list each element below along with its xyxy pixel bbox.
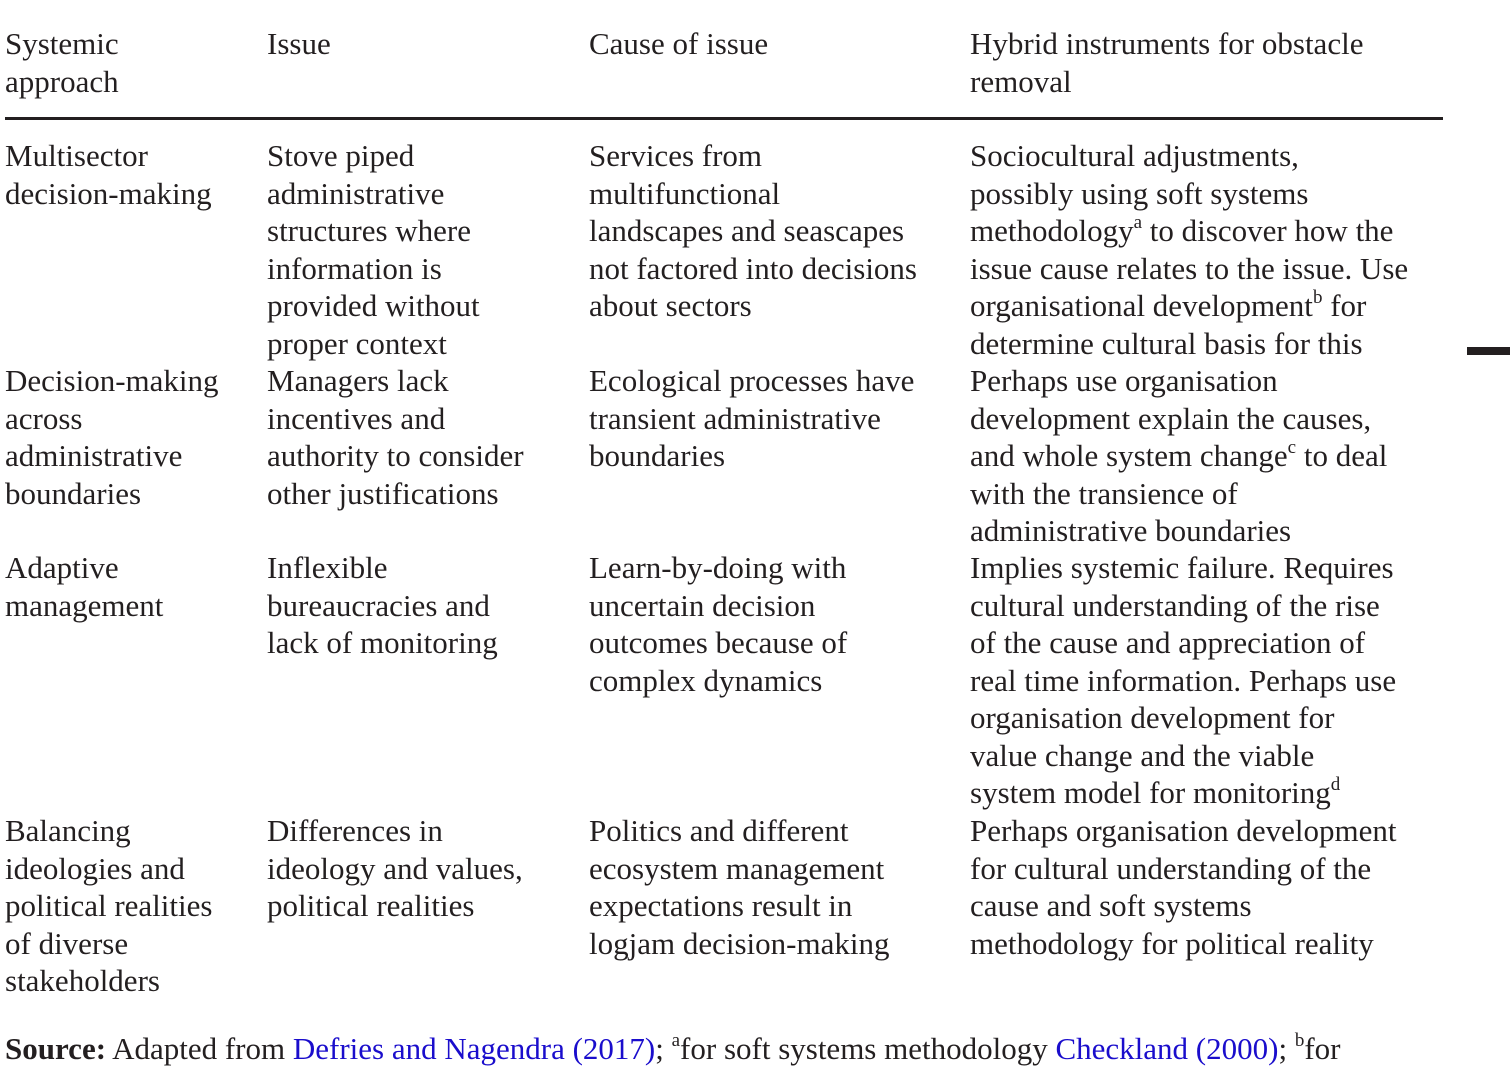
cell-line: value change and the viable — [970, 737, 1315, 773]
cell-line: logjam decision-making — [589, 925, 890, 961]
cell-line: Learn-by-doing with — [589, 550, 847, 585]
cell-line: uncertain decision — [589, 587, 816, 623]
header-line: removal — [970, 63, 1072, 99]
source-text: Adapted from — [106, 1031, 293, 1066]
source-note — [5, 1030, 1340, 1068]
footnote-marker-a: a — [671, 1029, 681, 1051]
cell-line: complex dynamics — [589, 662, 823, 698]
cell-cause-of-issue — [589, 362, 959, 475]
cell-hybrid-instruments — [970, 362, 1445, 550]
footnote-marker: c — [1287, 436, 1297, 458]
cell-line: across — [5, 400, 83, 436]
cell-line: system model for monitoring$^d$ — [970, 773, 1341, 810]
citation-link-defries[interactable]: Defries and Nagendra (2017) — [292, 1031, 656, 1066]
cell-line: multifunctional — [589, 175, 781, 211]
source-label: Source: — [5, 1031, 107, 1066]
cell-line: landscapes and seascapes — [589, 213, 905, 248]
cell-line: determine cultural basis for this — [970, 325, 1363, 361]
cell-line: real time information. Perhaps use — [970, 662, 1397, 698]
cell-cause-of-issue — [589, 812, 959, 962]
cell-line: for cultural understanding of the — [970, 850, 1372, 886]
header-line: Cause of issue — [589, 26, 769, 61]
cell-line: lack of monitoring — [267, 625, 498, 660]
header-line: Issue — [267, 26, 331, 61]
cell-systemic-approach — [5, 137, 255, 212]
table-header — [5, 25, 1445, 107]
source-text-ssm: for soft systems methodology — [680, 1031, 1056, 1066]
cell-line: proper context — [267, 325, 447, 361]
cell-line: transient administrative — [589, 400, 881, 436]
cell-line: Perhaps use organisation — [970, 363, 1278, 398]
footnote-marker: b — [1312, 286, 1323, 308]
header-cause-of-issue — [589, 25, 959, 107]
cell-line: Balancing — [5, 813, 131, 848]
source-separator: ; — [1278, 1031, 1295, 1066]
cell-line: Politics and different — [589, 813, 849, 848]
cell-line: with the transience of — [970, 475, 1238, 511]
cell-line: organisation development for — [970, 700, 1335, 735]
cell-line: other justifications — [267, 475, 499, 511]
cell-systemic-approach — [5, 549, 255, 624]
cell-line: Stove piped — [267, 138, 415, 173]
cell-line: possibly using soft systems — [970, 175, 1309, 211]
cell-line: expectations result in — [589, 888, 853, 923]
cell-line: Sociocultural adjustments, — [970, 138, 1299, 173]
header-line: approach — [5, 63, 119, 99]
cell-line: structures where — [267, 213, 471, 248]
cell-line: political realities — [5, 888, 213, 923]
header-line: Systemic — [5, 26, 119, 61]
header-hybrid-instruments — [970, 25, 1445, 107]
cell-line: Implies systemic failure. Requires — [970, 550, 1394, 585]
cell-line: bureaucracies and — [267, 587, 490, 623]
cell-line: methodology for political reality — [970, 925, 1374, 961]
cell-line: boundaries — [5, 475, 142, 511]
footnote-marker-b: b — [1294, 1029, 1305, 1051]
cell-line: decision-making — [5, 175, 212, 211]
cell-line: cause and soft systems — [970, 888, 1252, 923]
cell-line: development explain the causes, — [970, 400, 1372, 436]
cell-line: ideologies and — [5, 850, 185, 886]
cell-line: Ecological processes have — [589, 363, 915, 398]
cell-line: boundaries — [589, 438, 726, 473]
source-separator: ; — [655, 1031, 672, 1066]
cell-line: administrative — [5, 438, 183, 473]
source-text-for: for — [1304, 1031, 1341, 1066]
cell-line: Inflexible — [267, 550, 388, 585]
cell-line: administrative boundaries — [970, 513, 1292, 548]
cell-issue — [267, 362, 567, 512]
cell-systemic-approach — [5, 812, 255, 1000]
cell-line: Adaptive — [5, 550, 119, 585]
footnote-marker: d — [1330, 773, 1341, 795]
cell-line: organisational development$^b$ for — [970, 286, 1367, 323]
cell-line: ideology and values, — [267, 850, 523, 886]
cell-line: incentives and — [267, 400, 446, 436]
cell-line: of diverse — [5, 925, 129, 961]
cell-line: ecosystem management — [589, 850, 885, 886]
cell-line: Decision-making — [5, 363, 219, 398]
cell-line: provided without — [267, 288, 480, 323]
cell-issue — [267, 549, 567, 662]
cell-line: administrative — [267, 175, 445, 211]
margin-mark — [1467, 347, 1510, 355]
cell-line: management — [5, 587, 164, 623]
cell-line: Perhaps organisation development — [970, 813, 1397, 848]
cell-cause-of-issue — [589, 137, 959, 325]
cell-line: information is — [267, 250, 442, 286]
cell-line: authority to consider — [267, 438, 524, 473]
footnote-marker: a — [1133, 211, 1143, 233]
cell-line: stakeholders — [5, 963, 160, 998]
header-rule — [5, 117, 1443, 120]
cell-line: issue cause relates to the issue. Use — [970, 250, 1409, 286]
cell-hybrid-instruments — [970, 812, 1445, 962]
header-systemic-approach — [5, 25, 255, 107]
cell-cause-of-issue — [589, 549, 959, 699]
cell-line: political realities — [267, 888, 475, 923]
cell-hybrid-instruments — [970, 137, 1445, 362]
cell-line: and whole system change$^c$ to deal — [970, 436, 1388, 473]
cell-line: outcomes because of — [589, 625, 848, 660]
cell-line: cultural understanding of the rise — [970, 587, 1380, 623]
cell-line: methodology$^a$ to discover how the — [970, 211, 1394, 248]
cell-systemic-approach — [5, 362, 255, 512]
cell-line: Services from — [589, 138, 763, 173]
cell-line: of the cause and appreciation of — [970, 625, 1366, 660]
cell-line: about sectors — [589, 288, 752, 323]
cell-issue — [267, 137, 567, 362]
citation-link-checkland[interactable]: Checkland (2000) — [1055, 1031, 1279, 1066]
cell-line: Differences in — [267, 813, 443, 848]
header-line: Hybrid instruments for obstacle — [970, 26, 1364, 61]
cell-line: not factored into decisions — [589, 250, 917, 286]
cell-line: Multisector — [5, 138, 148, 173]
cell-hybrid-instruments — [970, 549, 1445, 812]
cell-line: Managers lack — [267, 363, 449, 398]
header-issue — [267, 25, 567, 107]
cell-issue — [267, 812, 567, 925]
